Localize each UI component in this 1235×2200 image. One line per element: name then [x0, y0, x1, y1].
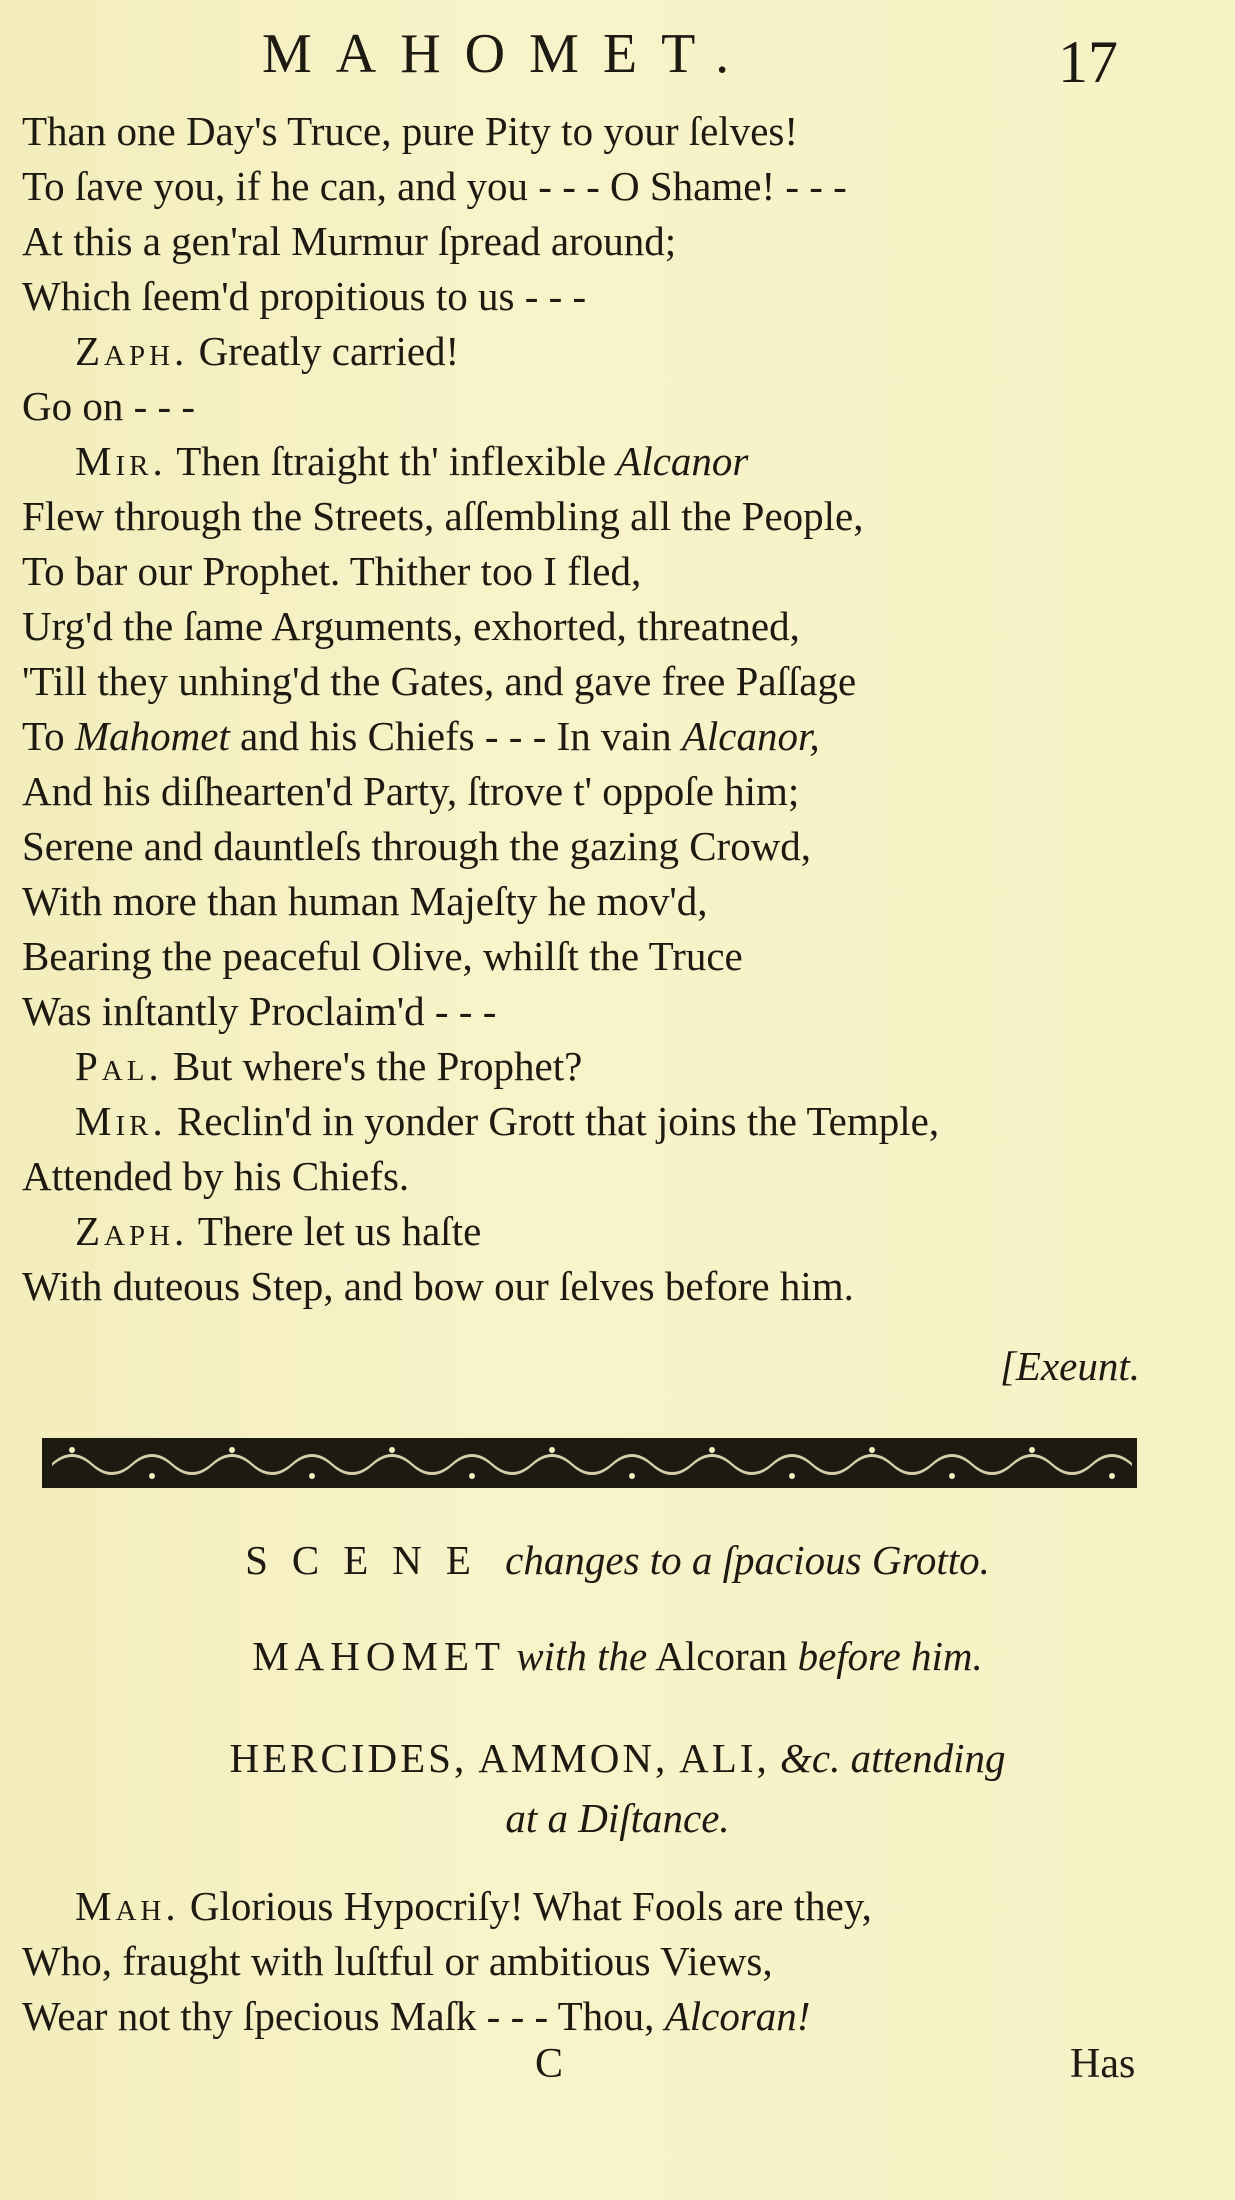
- verse-line: To bar our Prophet. Thither too I fled,: [22, 548, 642, 594]
- verse-line: To Mahomet and his Chiefs - - - In vain Alcanor,: [22, 713, 820, 759]
- verse-line: Serene and dauntleſs through the gazing Crowd,: [22, 823, 812, 869]
- verse-line: At this a gen'ral Murmur ſpread around;: [22, 218, 677, 264]
- verse-line: Which ſeem'd propitious to us - - -: [22, 273, 587, 319]
- verse-line: 'Till they unhing'd the Gates, and gave free Paſſage: [22, 658, 857, 704]
- speaker-name: Pal.: [75, 1043, 163, 1089]
- verse-line: With duteous Step, and bow our ſelves before him.: [22, 1263, 854, 1309]
- speaker-name: Mir.: [75, 1098, 167, 1144]
- verse-line: To ſave you, if he can, and you - - - O Shame! - - -: [22, 163, 847, 209]
- scene-heading: SCENE changes to a ſpacious Grotto.: [245, 1537, 990, 1583]
- catchword: Has: [1070, 2041, 1136, 2087]
- verse-line: Zaph. Greatly carried!: [75, 328, 460, 374]
- verse-line: Than one Day's Truce, pure Pity to your ſelves!: [22, 108, 799, 154]
- running-title: MAHOMET.: [262, 23, 754, 85]
- verse-line: Go on - - -: [22, 383, 196, 429]
- scene-distance: at a Diſtance.: [505, 1795, 730, 1841]
- verse-line: With more than human Majeſty he mov'd,: [22, 878, 708, 924]
- verse-line: Mir. Reclin'd in yonder Grott that joins the Temple,: [75, 1098, 940, 1144]
- verse-line: Flew through the Streets, aſſembling all the People,: [22, 493, 864, 539]
- verse-line: Bearing the peaceful Olive, whilſt the Truce: [22, 933, 743, 979]
- page-number: 17: [1058, 29, 1118, 95]
- verse-line: Wear not thy ſpecious Maſk - - - Thou, Alcoran!: [22, 1993, 811, 2039]
- verse-line: Zaph. There let us haſte: [75, 1208, 482, 1254]
- verse-line: Mir. Then ſtraight th' inflexible Alcanor: [75, 438, 749, 484]
- verse-line: Urg'd the ſame Arguments, exhorted, threatned,: [22, 603, 800, 649]
- speaker-name: Zaph.: [75, 328, 189, 374]
- stage-direction-exeunt: [Exeunt.: [999, 1343, 1140, 1389]
- scene-characters-mahomet: MAHOMET with the Alcoran before him.: [252, 1633, 983, 1679]
- page-header: [0, 20, 1235, 100]
- verse-line: Pal. But where's the Prophet?: [75, 1043, 583, 1089]
- signature-mark: C: [535, 2041, 564, 2087]
- verse-line: Attended by his Chiefs.: [22, 1153, 410, 1199]
- speaker-name: Zaph.: [75, 1208, 189, 1254]
- verse-line: And his diſhearten'd Party, ſtrove t' oppoſe him;: [22, 768, 800, 814]
- ornamental-border: [42, 1438, 1137, 1488]
- verse-line: Was inſtantly Proclaim'd - - -: [22, 988, 497, 1034]
- verse-line: Mah. Glorious Hypocriſy! What Fools are they,: [75, 1883, 872, 1929]
- speaker-name: Mir.: [75, 438, 167, 484]
- scene-characters-attendants: HERCIDES, AMMON, ALI, &c. attending: [229, 1735, 1006, 1781]
- verse-line: Who, fraught with luſtful or ambitious Views,: [22, 1938, 773, 1984]
- speaker-name: Mah.: [75, 1883, 180, 1929]
